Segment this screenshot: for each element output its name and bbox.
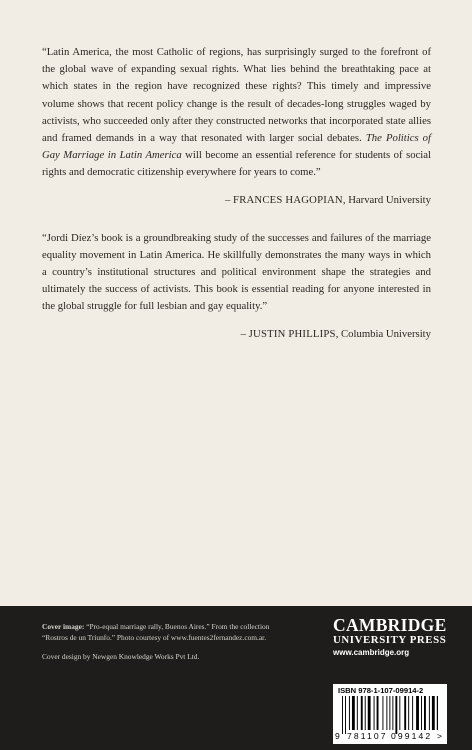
endorsement-quote-2: “Jordi Díez’s book is a groundbreaking study of the successes and failures of the marriage equality movement in Latin America. He skillfully demonstrates the many ways in which a country’s institutional structures and political environment shape the strategies and ultimately the success of activists. This book is essential reading for anyone interested in the global struggle for full lesbian and gay equality.” xyxy=(42,231,431,313)
publisher-subtitle: UNIVERSITY PRESS xyxy=(333,634,447,646)
cover-image-credit: Cover image: “Pro-equal marriage rally, Buenos Aires.” From the collection “Rostros de un Triunfo.” Photo courtesy of www.fuentes2fernandez.com.ar. xyxy=(42,622,270,643)
barcode-bar xyxy=(345,696,346,734)
barcode-bar xyxy=(357,696,358,730)
barcode-bar xyxy=(374,696,375,730)
barcode-bar xyxy=(412,696,413,730)
publisher-name: CAMBRIDGE xyxy=(333,615,447,635)
endorsement-attribution-1: – FRANCES HAGOPIAN, Harvard University xyxy=(225,193,431,206)
publisher-url: www.cambridge.org xyxy=(333,648,410,657)
barcode-bar xyxy=(386,696,387,730)
barcode-bar xyxy=(342,696,343,734)
book-title-italic: The Politics of Gay Marriage in Latin America xyxy=(42,132,431,162)
barcode-bar xyxy=(404,696,406,730)
barcode-bar xyxy=(424,696,426,730)
publisher-logo xyxy=(333,617,449,658)
barcode-bar xyxy=(361,696,363,730)
barcode-box: ISBN 978-1-107-09914-2 9 781107 099142 > xyxy=(333,684,447,744)
barcode-bar xyxy=(408,696,409,730)
endorser-affiliation: , Harvard University xyxy=(342,193,431,206)
barcode-bar xyxy=(432,696,435,730)
barcode-bar xyxy=(399,696,400,730)
endorser-affiliation: , Columbia University xyxy=(335,327,431,340)
barcode-bar xyxy=(349,696,350,730)
endorsements xyxy=(42,44,431,342)
cover-footer xyxy=(0,606,472,750)
barcode-bar xyxy=(429,696,430,730)
endorsement-attribution-2: – JUSTIN PHILLIPS, Columbia University xyxy=(240,327,431,340)
barcode-icon xyxy=(342,696,438,734)
barcode-bar xyxy=(382,696,383,730)
cover-credits xyxy=(42,621,277,663)
barcode-bar xyxy=(437,696,438,730)
barcode-bar xyxy=(365,696,366,730)
barcode-bar xyxy=(395,696,397,734)
isbn-number: ISBN 978-1-107-09914-2 xyxy=(338,686,424,695)
barcode-bar xyxy=(377,696,379,730)
endorsement-quote-1: “Latin America, the most Catholic of regions, has surprisingly surged to the forefront of the global wave of expanding sexual rights. What lies behind the breathtaking pace at which states in the region have recognized these rights? This timely and impressive volume shows that recent policy change is the result of decades-long struggles waged by activists, who succeeded only after they constructed networks that incorporated state allies and framed demands in a way that resonated with larger social debates. The Politics of Gay Marriage in Latin America will become an essential reference for students of social rights and democratic citizenship everywhere for years to come.” xyxy=(42,46,431,179)
barcode-bar xyxy=(392,696,393,730)
barcode-bar xyxy=(352,696,355,730)
barcode-bar xyxy=(389,696,390,730)
endorser-name: JUSTIN PHILLIPS xyxy=(248,327,336,340)
cover-design-credit: Cover design by Newgen Knowledge Works Pvt Ltd. xyxy=(42,652,200,662)
barcode-bar xyxy=(368,696,371,730)
barcode-bar xyxy=(421,696,422,730)
barcode-bar xyxy=(416,696,419,730)
endorser-name: FRANCES HAGOPIAN xyxy=(233,193,343,206)
